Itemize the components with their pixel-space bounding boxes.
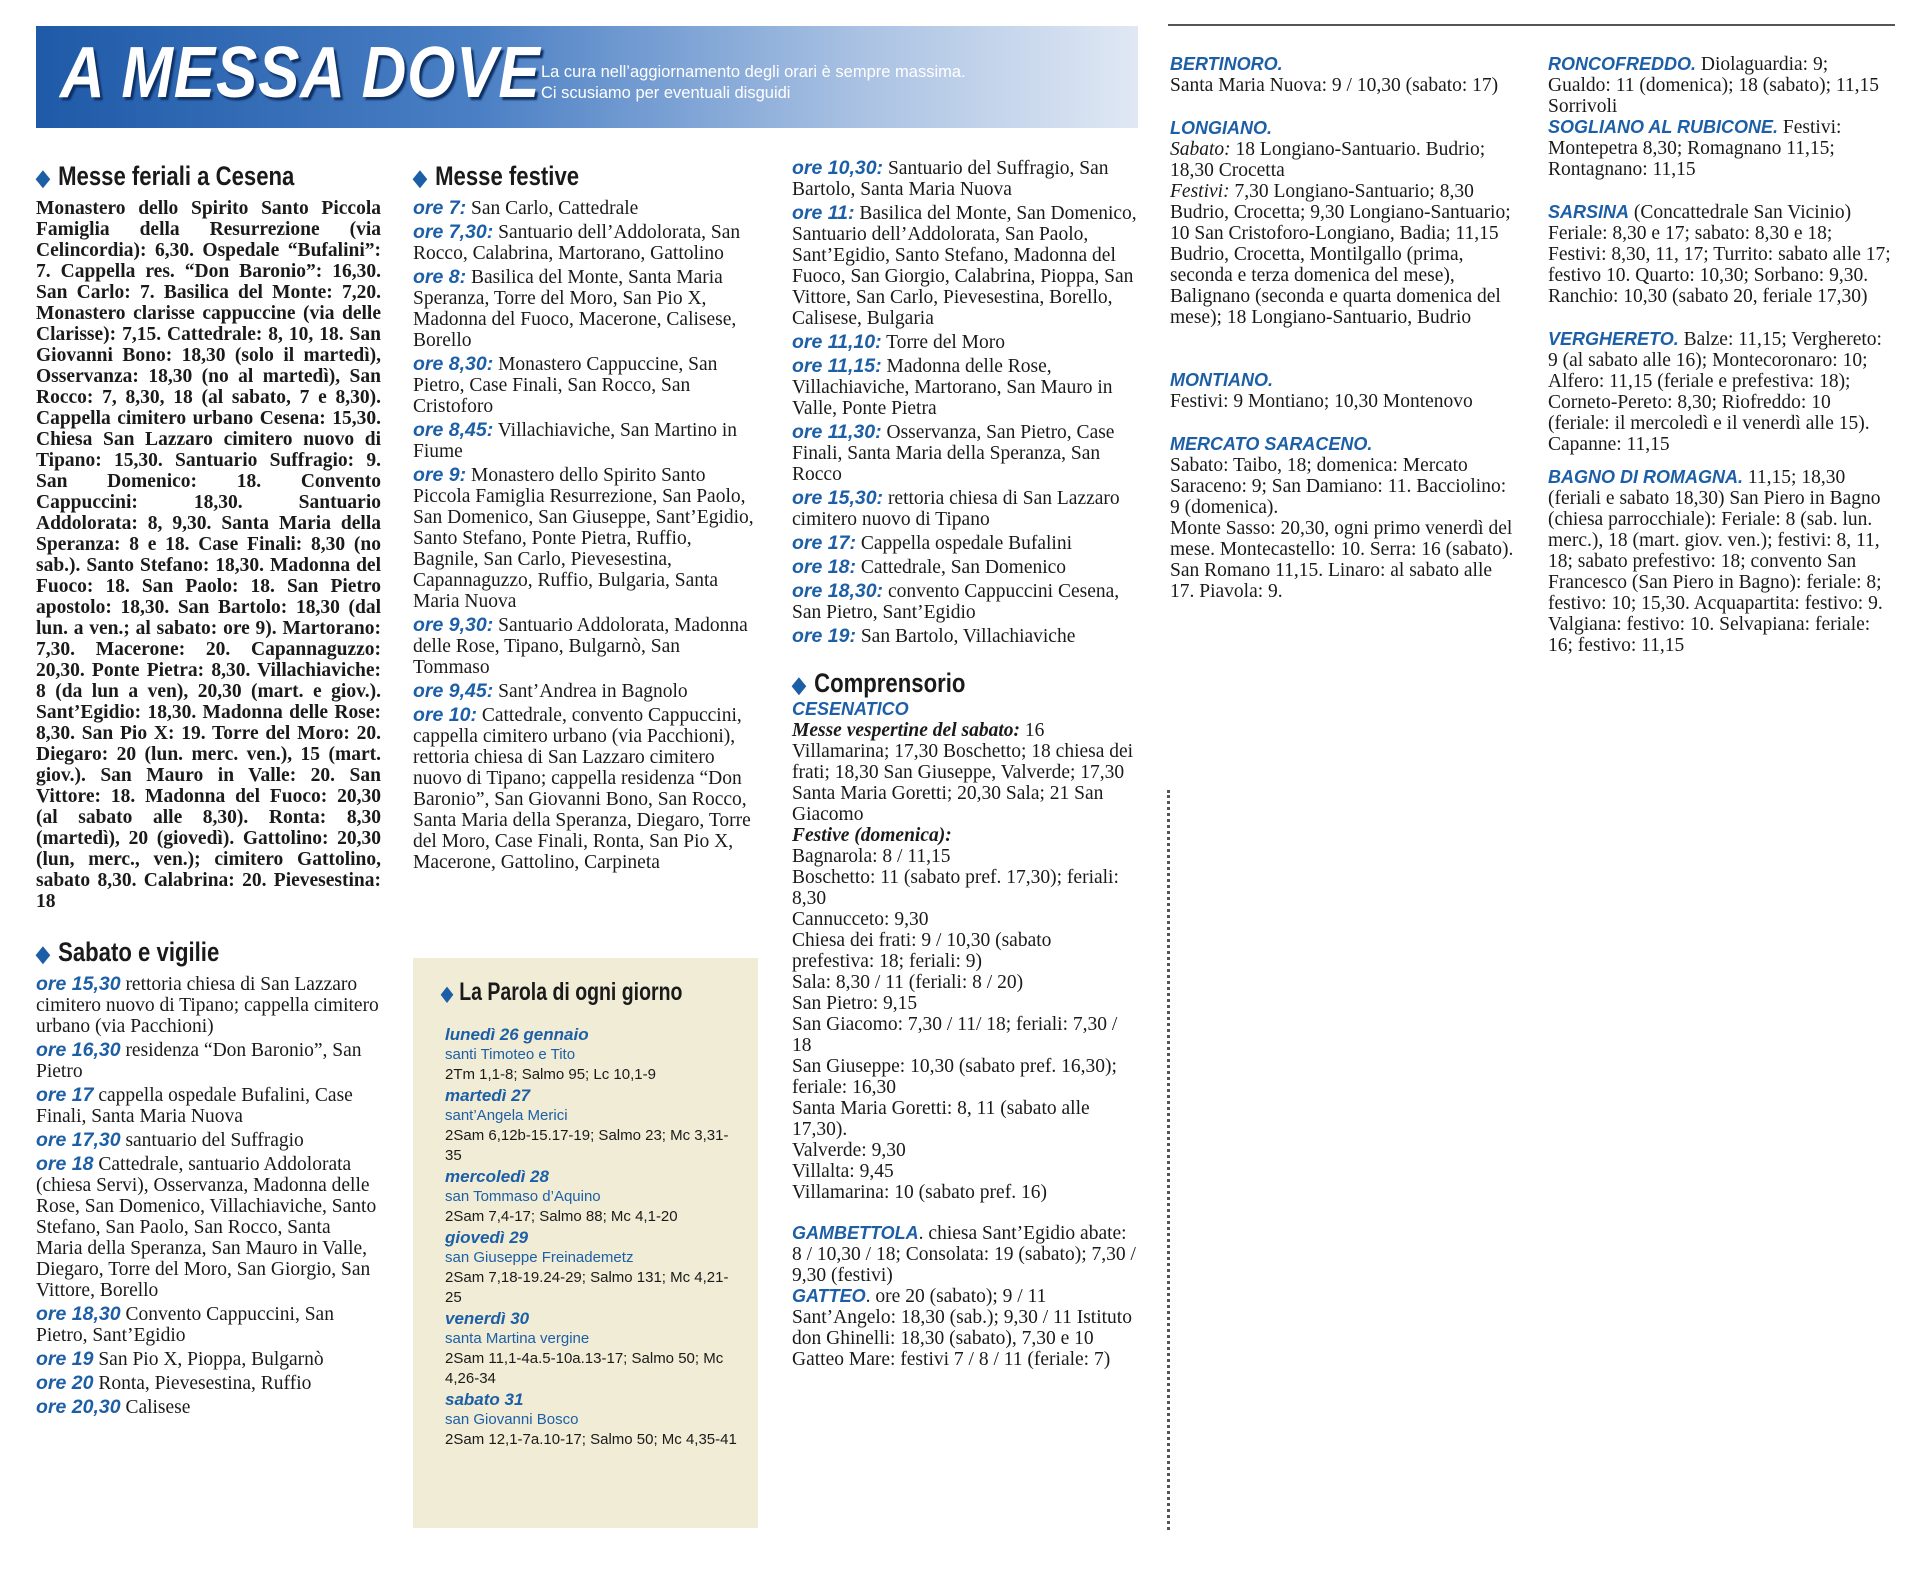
section-heading-comprensorio: ◆ Comprensorio (792, 668, 966, 698)
town-montiano: MONTIANO. (1170, 370, 1273, 390)
list-item: ore 15,30 rettoria chiesa di San Lazzaro cimitero nuovo di Tipano; cappella cimitero urbano (via Pacchioni) (36, 973, 379, 1037)
column-5 (1548, 54, 1893, 656)
mercato-text-1: Sabato: Taibo, 18; domenica: Mercato Saraceno: 9; San Damiano: 11. Bacciolino: 9 (domenica). (1170, 455, 1507, 518)
list-item: ore 18: Cattedrale, San Domenico (792, 556, 1067, 578)
list-item: ore 17,30 santuario del Suffragio (36, 1129, 304, 1151)
list-item: San Giacomo: 7,30 / 11/ 18; feriali: 7,30 / 18 (792, 1014, 1118, 1056)
list-item: ore 9: Monastero dello Spirito Santo Piccola Famiglia Resurrezione, San Paolo, San Domenico, San Giuseppe, Sant’Egidio, Santo Stefano, Ponte Pietra, Ruffio, Bagnile, San Carlo, Pievesestina, Capannaguzzo, Ruffio, Bulgaria, Santa Maria Nuova (413, 464, 754, 612)
list-item: ore 15,30: rettoria chiesa di San Lazzaro cimitero nuovo di Tipano (792, 487, 1120, 530)
parola-day: lunedì 26 gennaio santi Timoteo e Tito 2Tm 1,1-8; Salmo 95; Lc 10,1-9 (445, 1025, 656, 1083)
list-item: ore 20 Ronta, Pievesestina, Ruffio (36, 1372, 312, 1394)
header-banner (36, 26, 1138, 128)
list-item: ore 9,30: Santuario Addolorata, Madonna delle Rose, Tipano, Bulgarnò, San Tommaso (413, 614, 748, 678)
diamond-icon: ◆ (441, 983, 454, 1005)
list-item: ore 19: San Bartolo, Villachiaviche (792, 625, 1076, 647)
town-sogliano: SOGLIANO AL RUBICONE. Festivi: Montepetra 8,30; Romagnano 11,15; Rontagnano: 11,15 (1548, 117, 1842, 180)
town-cesenatico: CESENATICO (792, 699, 909, 719)
list-item: ore 20,30 Calisese (36, 1396, 191, 1418)
diamond-icon: ◆ (413, 165, 427, 190)
list-item: ore 18,30 Convento Cappuccini, San Pietro, Sant’Egidio (36, 1303, 334, 1346)
longiano-festivi: Festivi: 7,30 Longiano-Santuario; 8,30 Budrio, Crocetta; 9,30 Longiano-Santuario; 10 San Cristoforo-Longiano, Badia; 11,15 Budrio, Crocetta, Montilgallo (prima, seconda e terza domenica del mese), Balignano (seconda e quarta domenica del mese); 18 Longiano-Santuario, Budrio (1170, 181, 1511, 328)
list-item: ore 8,45: Villachiaviche, San Martino in Fiume (413, 419, 738, 462)
list-item: San Giuseppe: 10,30 (sabato pref. 16,30); feriale: 16,30 (792, 1056, 1117, 1098)
column-2 (413, 160, 758, 876)
list-item: ore 17 cappella ospedale Bufalini, Case Finali, Santa Maria Nuova (36, 1084, 353, 1127)
town-gambettola: GAMBETTOLA. chiesa Sant’Egidio abate: 8 / 10,30 / 18; Consolata: 19 (sabato); 7,30 / 9,30 (festivi) (792, 1223, 1136, 1286)
list-item: ore 7: San Carlo, Cattedrale (413, 197, 639, 219)
town-verghereto: VERGHERETO. Balze: 11,15; Verghereto: 9 (al sabato alle 16); Montecoronaro: 10; Alfero: 11,15 (feriale e prefestiva: 18); Corneto-Pereto: 8,30; Riofreddo: 10 (feriale: il mercoledì e il venerdì alle 15). Capanne: 11,15 (1548, 329, 1882, 455)
list-item: ore 11,10: Torre del Moro (792, 331, 1005, 353)
list-item: ore 16,30 residenza “Don Baronio”, San Pietro (36, 1039, 362, 1082)
section-heading-festive: ◆ Messe festive (413, 161, 580, 191)
banner-subtitle-line2: Ci scusiamo per eventuali disguidi (541, 84, 791, 102)
town-sarsina: SARSINA (Concattedrale San Vicinio) Feriale: 8,30 e 17; sabato: 8,30 e 18; Festivi: 8,30, 11, 17; Turrito: sabato alle 17; festivo 10. Quarto: 10,30; Sorbano: 9,30. Ranchio: 10,30 (sabato 20, feriale 17,30) (1548, 202, 1891, 307)
town-longiano: LONGIANO. (1170, 118, 1272, 138)
dotted-divider (1167, 790, 1170, 1530)
list-item: ore 11: Basilica del Monte, San Domenico, Santuario dell’Addolorata, San Paolo, Sant’Egidio, Santo Stefano, Madonna del Fuoco, San Giorgio, Calabrina, Pioppa, San Vittore, San Carlo, Pievesestina, Borello, Calisese, Bulgaria (792, 202, 1137, 329)
column-4 (1170, 54, 1520, 602)
parola-list (445, 1024, 745, 1450)
list-item: Cannucceto: 9,30 (792, 909, 929, 930)
list-item: Villamarina: 10 (sabato pref. 16) (792, 1182, 1047, 1203)
town-roncofreddo: RONCOFREDDO. Diolaguardia: 9; Gualdo: 11 (domenica); 18 (sabato); 11,15 Sorrivoli (1548, 54, 1880, 117)
diamond-icon: ◆ (36, 165, 50, 190)
montiano-text: Festivi: 9 Montiano; 10,30 Montenovo (1170, 391, 1473, 412)
town-mercato-saraceno: MERCATO SARACENO. (1170, 434, 1373, 454)
town-bagno-di-romagna: BAGNO DI ROMAGNA. 11,15; 18,30 (feriali e sabato 18,30) San Piero in Bagno (chiesa parrocchiale): Feriale: 8 (sab. lun. merc.), 18 (mart. giov. ven.); festivi: 8, 11, 18; sabato prefestivo: 18; convento San Francesco (San Piero in Bagno): feriale: 8; festivo: 10; 15,30. Acquapartita: festivo: 9. Valgiana: festivo: 10. Selvapiana: feriale: 16; festivo: 11,15 (1548, 467, 1883, 656)
bertinoro-text: Santa Maria Nuova: 9 / 10,30 (sabato: 17) (1170, 75, 1499, 96)
list-item: ore 10: Cattedrale, convento Cappuccini, cappella cimitero urbano (via Pacchioni), rettoria chiesa di San Lazzaro cimitero nuovo di Tipano; cappella residenza “Don Baronio”, San Giovanni Bono, San Rocco, Santa Maria della Speranza, Diegaro, Torre del Moro, Case Finali, Ronta, San Pio X, Macerone, Gattolino, Carpineta (413, 704, 751, 873)
list-item: ore 19 San Pio X, Pioppa, Bulgarnò (36, 1348, 324, 1370)
list-item: Bagnarola: 8 / 11,15 (792, 846, 951, 867)
mercato-text-2: Monte Sasso: 20,30, ogni primo venerdì del mese. Montecastello: 10. Serra: 16 (sabato). San Romano 11,15. Linaro: al sabato alle 17. Piavola: 9. (1170, 518, 1514, 602)
parola-day: martedì 27 sant’Angela Merici 2Sam 6,12b-15.17-19; Salmo 23; Mc 3,31-35 (445, 1086, 729, 1164)
list-item: Sala: 8,30 / 11 (feriali: 8 / 20) (792, 972, 1024, 993)
diamond-icon: ◆ (792, 672, 806, 697)
parola-day: giovedì 29 san Giuseppe Freinademetz 2Sam 7,18-19.24-29; Salmo 131; Mc 4,21-25 (445, 1228, 729, 1306)
list-item: Villalta: 9,45 (792, 1161, 894, 1182)
list-item: Boschetto: 11 (sabato pref. 17,30); feriali: 8,30 (792, 867, 1119, 909)
section-heading-sabato: ◆ Sabato e vigilie (36, 937, 220, 967)
cesenatico-festive-list (792, 846, 1137, 1203)
cesenatico-vespertine: Messe vespertine del sabato: 16 Villamarina; 17,30 Boschetto; 18 chiesa dei frati; 18,30 San Giuseppe, Valverde; 17,30 Santa Maria Goretti; 20,30 Sala; 21 San Giacomo (792, 720, 1134, 825)
column-3 (792, 158, 1137, 1370)
section-heading-feriali: ◆ Messe feriali a Cesena (36, 161, 295, 191)
feriali-text: Monastero dello Spirito Santo Piccola Famiglia della Resurrezione (via Celincordia): 6,30. Ospedale “Bufalini”: 7. Cappella res. “Don Baronio”: 16,30. San Carlo: 7. Basilica del Monte: 7,20. Monastero clarisse cappuccine (via delle Clarisse): 7,15. Cattedrale: 8, 10, 18. San Giovanni Bono: 18,30 (solo il martedì), Osservanza: 18,30 (no al martedì), San Rocco: 7, 8,30, 18 (al sabato, 7 e 8,30). Cappella cimitero urbano Cesena: 15,30. Chiesa San Lazzaro cimitero nuovo di Tipano: 15,30. Santuario Suffragio: 9. San Domenico: 18. Convento Cappuccini: 18,30. Santuario Addolorata: 8, 9,30. Santa Maria della Speranza: 8 e 18. Case Finali: 8,30 (no sab.). Santo Stefano: 18,30. Madonna del Fuoco: 18. San Paolo: 18. San Pietro apostolo: 18,30. San Bartolo: 18,30 (dal lun. a ven.; al sabato: ore 9). Martorano: 7,30. Macerone: 20. Capannaguzzo: 20,30. Ponte Pietra: 8,30. Villachiaviche: 8 (da lun a ven), 20,30 (mart. e giov.). Sant’Egidio: 18,30. Madonna delle Rose: 8,30. San Pio X: 19. Torre del Moro: 20. Diegaro: 20 (lun. merc. ven.), 15 (mart. giov.). San Mauro in Valle: 20. San Vittore: 18. Madonna del Fuoco: 20,30 (al sabato alle 8,30). Ronta: 8,30 (martedì), 20 (giovedì). Gattolino: 20,30 (lun, merc., ven.); cimitero Gattolino, sabato 8,30. Calabrina: 20. Pievesestina: 18 (36, 198, 381, 912)
parola-title: ◆ La Parola di ogni giorno (441, 978, 683, 1006)
list-item: ore 10,30: Santuario del Suffragio, San Bartolo, Santa Maria Nuova (792, 157, 1109, 200)
top-rule (1168, 24, 1895, 26)
parola-day: sabato 31 san Giovanni Bosco 2Sam 12,1-7a.10-17; Salmo 50; Mc 4,35-41 (445, 1390, 737, 1448)
festive-list (413, 198, 758, 873)
list-item: ore 11,15: Madonna delle Rose, Villachiaviche, Martorano, San Mauro in Valle, Ponte Pietra (792, 355, 1113, 419)
list-item: Valverde: 9,30 (792, 1140, 906, 1161)
page-title: A MESSA DOVE (60, 33, 541, 113)
list-item: ore 18 Cattedrale, santuario Addolorata (chiesa Servi), Osservanza, Madonna delle Rose, San Domenico, Villachiaviche, Santo Stefano, San Paolo, San Rocco, Santa Maria della Speranza, San Mauro in Valle, Diegaro, Torre del Moro, San Giorgio, San Vittore, Borello (36, 1153, 377, 1301)
list-item: ore 7,30: Santuario dell’Addolorata, San Rocco, Calabrina, Martorano, Gattolino (413, 221, 741, 264)
list-item: ore 8,30: Monastero Cappuccine, San Pietro, Case Finali, San Rocco, San Cristoforo (413, 353, 718, 417)
list-item: ore 8: Basilica del Monte, Santa Maria Speranza, Torre del Moro, San Pio X, Madonna del Fuoco, Macerone, Calisese, Borello (413, 266, 737, 351)
list-item: San Pietro: 9,15 (792, 993, 918, 1014)
list-item: ore 11,30: Osservanza, San Pietro, Case Finali, Santa Maria della Speranza, San Rocco (792, 421, 1115, 485)
list-item: ore 17: Cappella ospedale Bufalini (792, 532, 1073, 554)
list-item: Santa Maria Goretti: 8, 11 (sabato alle 17,30). (792, 1098, 1090, 1140)
list-item: ore 18,30: convento Cappuccini Cesena, San Pietro, Sant’Egidio (792, 580, 1120, 623)
diamond-icon: ◆ (36, 941, 50, 966)
town-bertinoro: BERTINORO. (1170, 54, 1283, 74)
parola-box (413, 958, 758, 1528)
banner-subtitle-line1: La cura nell’aggiornamento degli orari è sempre massima. (541, 63, 966, 81)
longiano-sabato: Sabato: 18 Longiano-Santuario. Budrio; 18,30 Crocetta (1170, 139, 1486, 181)
parola-day: venerdì 30 santa Martina vergine 2Sam 11,1-4a.5-10a.13-17; Salmo 50; Mc 4,26-34 (445, 1309, 724, 1387)
parola-day: mercoledì 28 san Tommaso d’Aquino 2Sam 7,4-17; Salmo 88; Mc 4,1-20 (445, 1167, 678, 1225)
column-1 (36, 160, 381, 1421)
town-gatteo: GATTEO. ore 20 (sabato); 9 / 11 Sant’Angelo: 18,30 (sab.); 9,30 / 11 Istituto don Ghinelli: 18,30 (sabato), 7,30 e 10 Gatteo Mare: festivi 7 / 8 / 11 (feriale: 7) (792, 1286, 1132, 1370)
list-item: Chiesa dei frati: 9 / 10,30 (sabato prefestiva: 18; feriali: 9) (792, 930, 1052, 972)
banner-subtitle (541, 62, 966, 104)
festive-list-continued (792, 158, 1137, 647)
cesenatico-festive-label: Festive (domenica): (792, 825, 952, 846)
sabato-list (36, 974, 381, 1418)
list-item: ore 9,45: Sant’Andrea in Bagnolo (413, 680, 688, 702)
